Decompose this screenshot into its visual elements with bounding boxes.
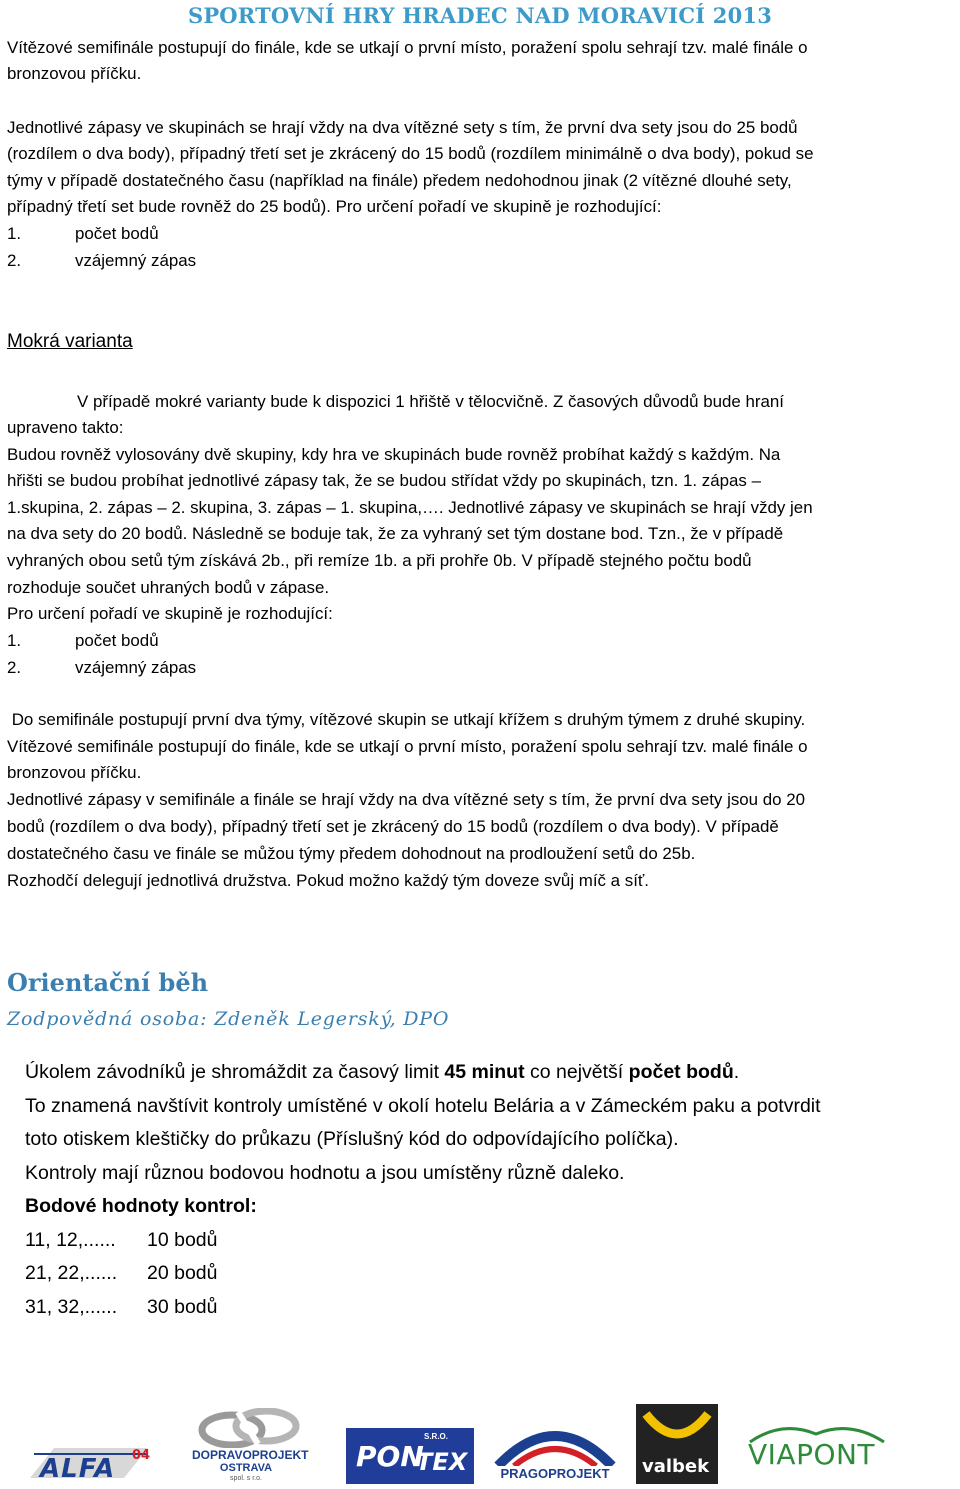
- wet-line-4: hřišti se budou probíhat jednotlivé zápasy tak, že se budou střídat vždy po skupinách, tzn. 1. zápas –: [7, 471, 761, 490]
- final-line-3: bronzovou příčku.: [7, 763, 142, 782]
- rules-line-1: Jednotlivé zápasy ve skupinách se hrají vždy na dva vítězné sety s tím, že první dva sety jsou do 25 bodů: [7, 118, 798, 137]
- page-header-title: SPORTOVNÍ HRY HRADEC NAD MORAVICÍ 2013: [187, 3, 773, 28]
- wet-line-7: vyhraných obou setů tým získává 2b., při remíze 1b. a při prohře 0b. V případě stejného počtu bodů: [7, 551, 752, 570]
- final-line-1: Do semifinále postupují první dva týmy, vítězové skupin se utkají křížem s druhým týmem z druhé skupiny.: [7, 710, 806, 729]
- wet-variant-heading: Mokrá varianta: [7, 331, 133, 352]
- wet-line-8: rozhoduje součet uhraných bodů v zápase.: [7, 578, 330, 597]
- orienteering-line-3: toto otiskem kleštičky do průkazu (Příslušný kód do odpovídajícího políčka).: [25, 1128, 679, 1150]
- wet-line-2: upraveno takto:: [7, 418, 124, 437]
- control-values-heading: Bodové hodnoty kontrol:: [25, 1195, 257, 1217]
- orienteering-line-1: Úkolem závodníků je shromáždit za časový limit 45 minut co největší počet bodů.: [25, 1061, 740, 1083]
- rules-line-2: (rozdílem o dva body), případný třetí set je zkrácený do 15 bodů (rozdílem minimálně o dva body), pokud se: [7, 144, 814, 163]
- final-line-2: Vítězové semifinále postupují do finále, kde se utkají o první místo, poražení spolu sehrají tzv. malé finále o: [7, 737, 808, 756]
- rules-line-3: týmy v případě dostatečného času (například na finále) předem nedohodnou jinak (2 vítězné dlouhé sety,: [7, 171, 792, 190]
- pontex-logo: PON TEX S.R.O.: [346, 1428, 474, 1484]
- list-item: 11, 12,...... 10 bodů: [25, 1229, 218, 1251]
- wet-line-1: V případě mokré varianty bude k dispozici 1 hřiště v tělocvičně. Z časových důvodů bude hraní: [77, 392, 784, 411]
- final-line-6: dostatečného času ve finále se můžou týmy předem dohodnout na prodloužení setů do 25b.: [7, 844, 696, 863]
- alfa04-logo: ALFA 04: [28, 1440, 160, 1484]
- wet-line-6: na dva sety do 20 bodů. Následně se boduje tak, že za vyhraný set tým dostane bod. Tzn., že v případě: [7, 524, 784, 543]
- orienteering-line-2: To znamená navštívit kontroly umístěné v okolí hotelu Belária a v Zámeckém paku a potvrdit: [25, 1095, 821, 1117]
- valbek-logo: valbek: [636, 1404, 718, 1484]
- list-item: 21, 22,...... 20 bodů: [25, 1262, 218, 1284]
- orienteering-title: Orientační běh: [7, 968, 209, 997]
- group-order-list: [7, 221, 196, 274]
- rules-line-4: případný třetí set bude rovněž do 25 bodů). Pro určení pořadí ve skupině je rozhodující:: [7, 197, 662, 216]
- list-item: 2. vzájemný zápas: [7, 250, 197, 270]
- intro-line-2: bronzovou příčku.: [7, 64, 142, 83]
- orienteering-line-4: Kontroly mají různou bodovou hodnotu a jsou umístěny různě daleko.: [25, 1162, 625, 1184]
- wet-line-5: 1.skupina, 2. zápas – 2. skupina, 3. zápas – 1. skupina,…. Jednotlivé zápasy ve skupinách se hrají vždy jen: [7, 498, 813, 517]
- wet-line-3: Budou rovněž vylosovány dvě skupiny, kdy hra ve skupinách bude rovněž probíhat každý s každým. Na: [7, 445, 781, 464]
- final-line-5: bodů (rozdílem o dva body), případný třetí set je zkrácený do 15 bodů (rozdílem o dva body). V případě: [7, 817, 779, 836]
- orienteering-responsible: Zodpovědná osoba: Zdeněk Legerský, DPO: [7, 1008, 450, 1030]
- viapont-logo: VIAPONT: [742, 1420, 892, 1470]
- list-item: 2. vzájemný zápas: [7, 657, 197, 677]
- final-line-4: Jednotlivé zápasy v semifinále a finále se hrají vždy na dva vítězné sety s tím, že první dva sety jsou do 20: [7, 790, 806, 809]
- pragoprojekt-logo: PRAGOPROJEKT: [490, 1426, 620, 1484]
- dopravoprojekt-logo: DOPRAVOPROJEKT OSTRAVA spol. s r.o.: [188, 1408, 308, 1486]
- sponsor-logos: [0, 1400, 960, 1486]
- list-item: 1. počet bodů: [7, 224, 159, 243]
- final-line-7: Rozhodčí delegují jednotlivá družstva. Pokud možno každý tým doveze svůj míč a síť.: [7, 871, 649, 890]
- list-item: 1. počet bodů: [7, 631, 159, 650]
- wet-line-9: Pro určení pořadí ve skupině je rozhodující:: [7, 604, 333, 623]
- intro-line-1: Vítězové semifinále postupují do finále, kde se utkají o první místo, poražení spolu sehrají tzv. malé finále o: [7, 38, 808, 57]
- list-item: 31, 32,...... 30 bodů: [25, 1296, 218, 1318]
- wet-order-list: [7, 628, 196, 681]
